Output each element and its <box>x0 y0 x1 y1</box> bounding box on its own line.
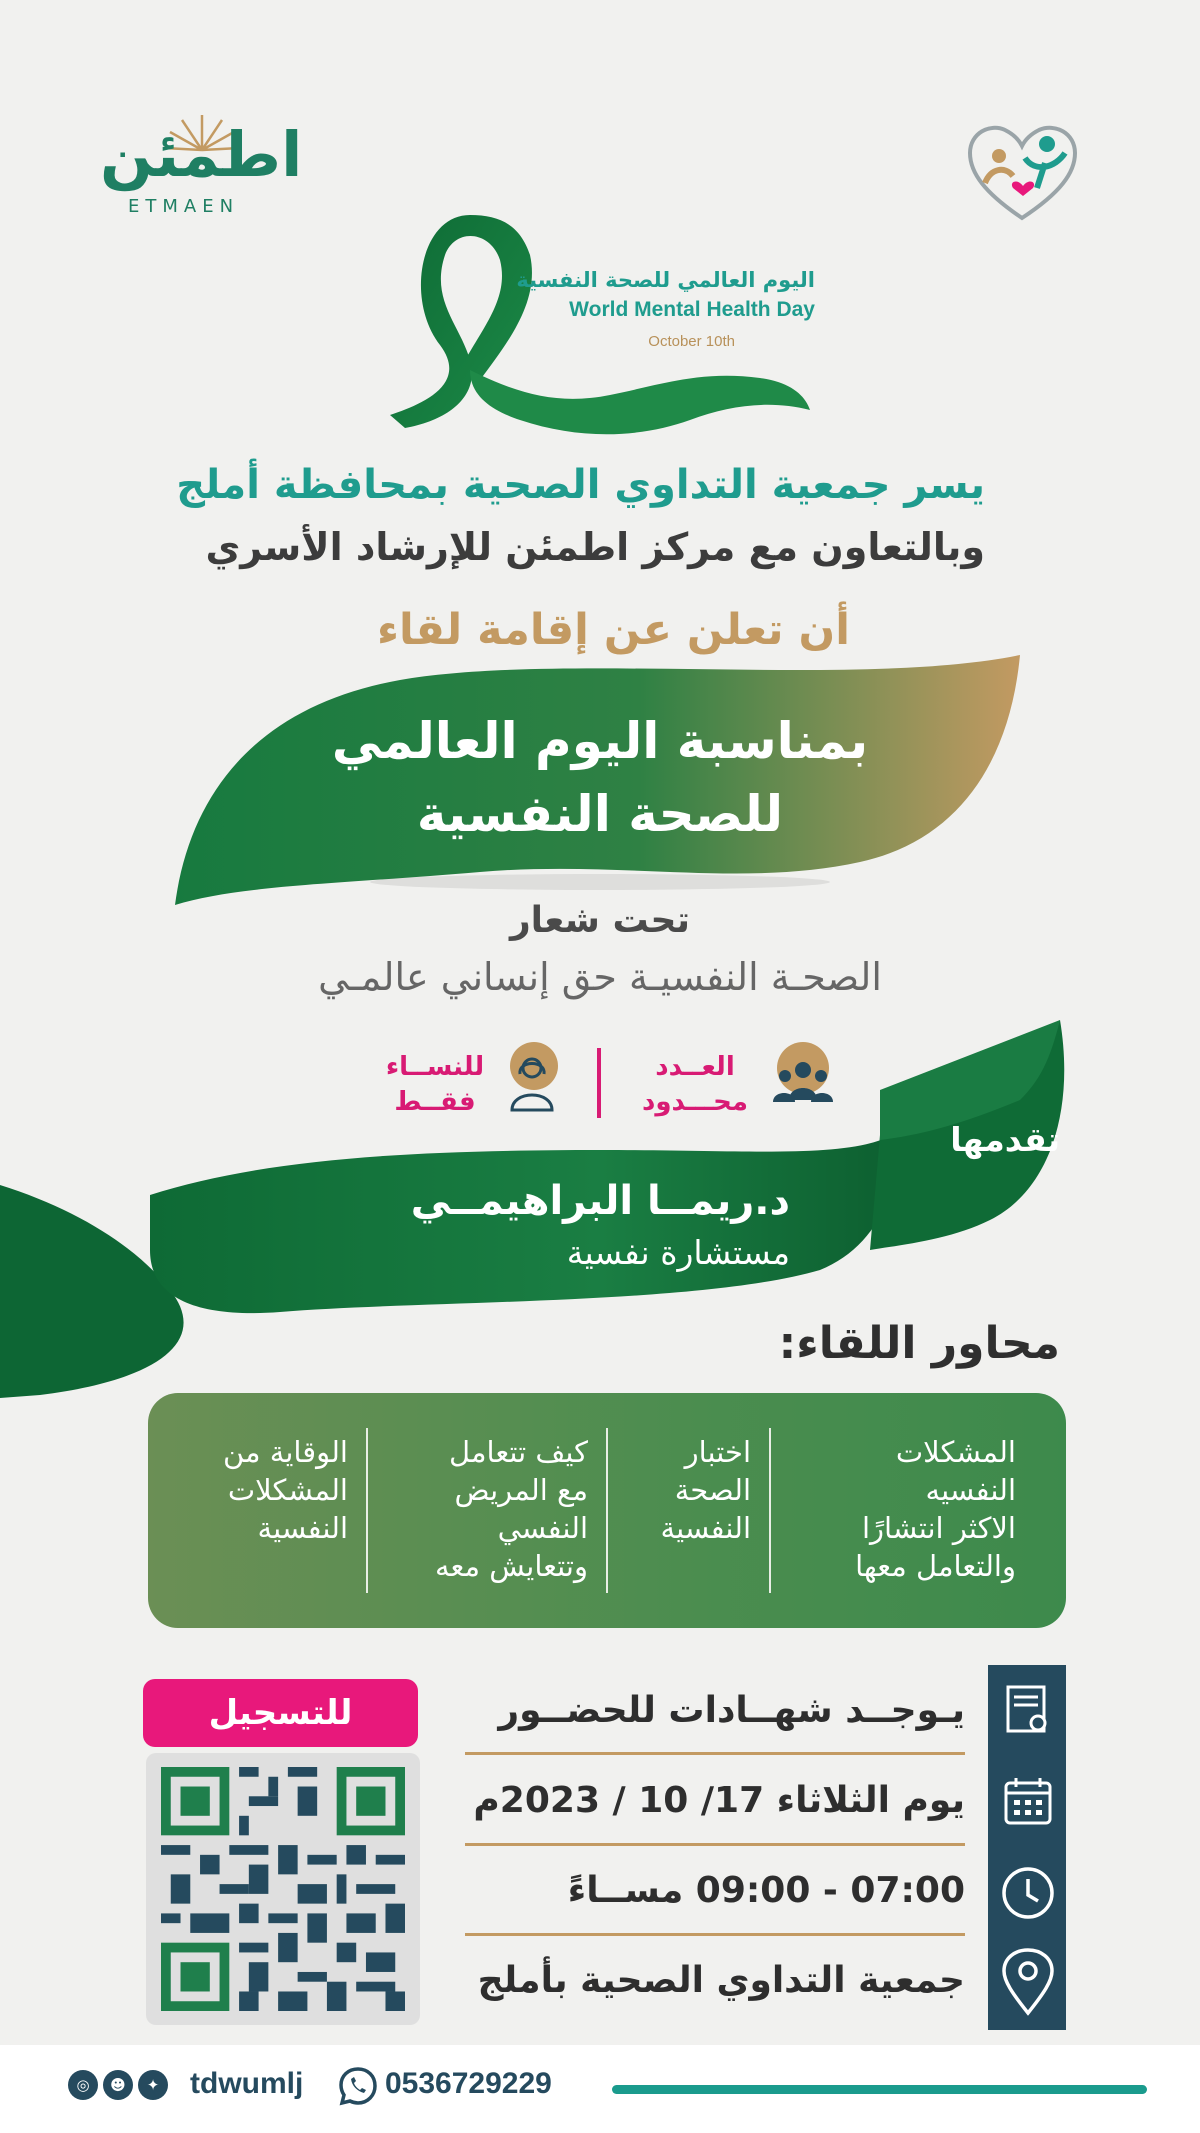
twitter-icon[interactable]: ✦ <box>138 2070 168 2100</box>
location-icon <box>1000 1947 1056 2017</box>
qr-code[interactable] <box>146 1753 420 2025</box>
event-location: جمعية التداوي الصحية بأملج <box>477 1960 965 2001</box>
slogan-text: الصحـة النفسيـة حق إنساني عالمـي <box>318 955 882 999</box>
topic-divider <box>366 1428 368 1593</box>
footer-accent-line <box>612 2085 1147 2094</box>
whatsapp-icon[interactable] <box>338 2066 378 2106</box>
topic-divider <box>769 1428 771 1593</box>
woman-icon <box>500 1040 564 1112</box>
snapchat-icon[interactable]: ☻ <box>103 2070 133 2100</box>
details-icon-bar <box>988 1665 1066 2030</box>
certificates-text: يـوجــد شهــادات للحضــور <box>498 1690 965 1731</box>
topic-item: المشكلات النفسيه الاكثر انتشارًا والتعامل معها <box>855 1435 1016 1583</box>
intro-line-1: يسر جمعية التداوي الصحية بمحافظة أملج <box>176 462 985 508</box>
capacity-line-2: محـــدود <box>641 1087 749 1117</box>
phone-number[interactable]: 0536729229 <box>385 2067 552 2100</box>
topic-item: اختبار الصحة النفسية <box>660 1435 751 1545</box>
wmhd-title-ar: اليوم العالمي للصحة النفسية <box>516 268 815 292</box>
topic-divider <box>606 1428 608 1593</box>
qr-code-graphic <box>160 1767 406 2011</box>
topic-item: كيف تتعامل مع المريض النفسي وتتعايش معه <box>435 1435 588 1583</box>
certificate-icon <box>1002 1683 1054 1739</box>
announce-text: أن تعلن عن إقامة لقاء <box>376 605 850 655</box>
social-handle[interactable]: tdwumlj <box>190 2067 304 2100</box>
topics-title: محاور اللقاء: <box>778 1318 1060 1369</box>
register-button[interactable]: للتسجيل <box>143 1679 418 1747</box>
event-time: 07:00 - 09:00 مســاءً <box>567 1870 965 1911</box>
occasion-line-1: بمناسبة اليوم العالمي <box>331 712 869 770</box>
wmhd-title-en: World Mental Health Day <box>569 298 815 321</box>
awareness-ribbon <box>390 215 810 434</box>
details-separator <box>465 1843 965 1846</box>
capacity-line-1: العــدد <box>655 1052 735 1082</box>
heart-people-icon <box>965 118 1080 223</box>
speaker-title: مستشارة نفسية <box>566 1233 790 1272</box>
speaker-name: د.ريمــا البراهيمــي <box>410 1178 790 1224</box>
topic-item: الوقاية من المشكلات النفسية <box>222 1435 348 1545</box>
audience-line-2: فقــط <box>394 1087 476 1117</box>
calendar-icon <box>1002 1775 1054 1827</box>
occasion-line-2: للصحة النفسية <box>416 785 784 843</box>
info-divider <box>597 1048 601 1118</box>
topics-box <box>148 1393 1066 1628</box>
event-date: يوم الثلاثاء 17/ 10 / 2023م <box>473 1780 965 1821</box>
details-separator <box>465 1752 965 1755</box>
clock-icon <box>1000 1865 1056 1921</box>
instagram-icon[interactable]: ◎ <box>68 2070 98 2100</box>
wmhd-date: October 10th <box>648 333 735 350</box>
intro-line-2: وبالتعاون مع مركز اطمئن للإرشاد الأسري <box>205 525 985 569</box>
etmaen-logo-en: ETMAEN <box>128 196 240 217</box>
presents-label: تقدمها <box>950 1120 1060 1159</box>
occasion-banner <box>175 655 1020 905</box>
audience-line-1: للنســاء <box>385 1052 485 1082</box>
group-icon <box>765 1040 835 1110</box>
etmaen-logo-text: اطمئن <box>100 118 303 191</box>
slogan-label: تحت شعار <box>509 900 691 941</box>
details-separator <box>465 1933 965 1936</box>
